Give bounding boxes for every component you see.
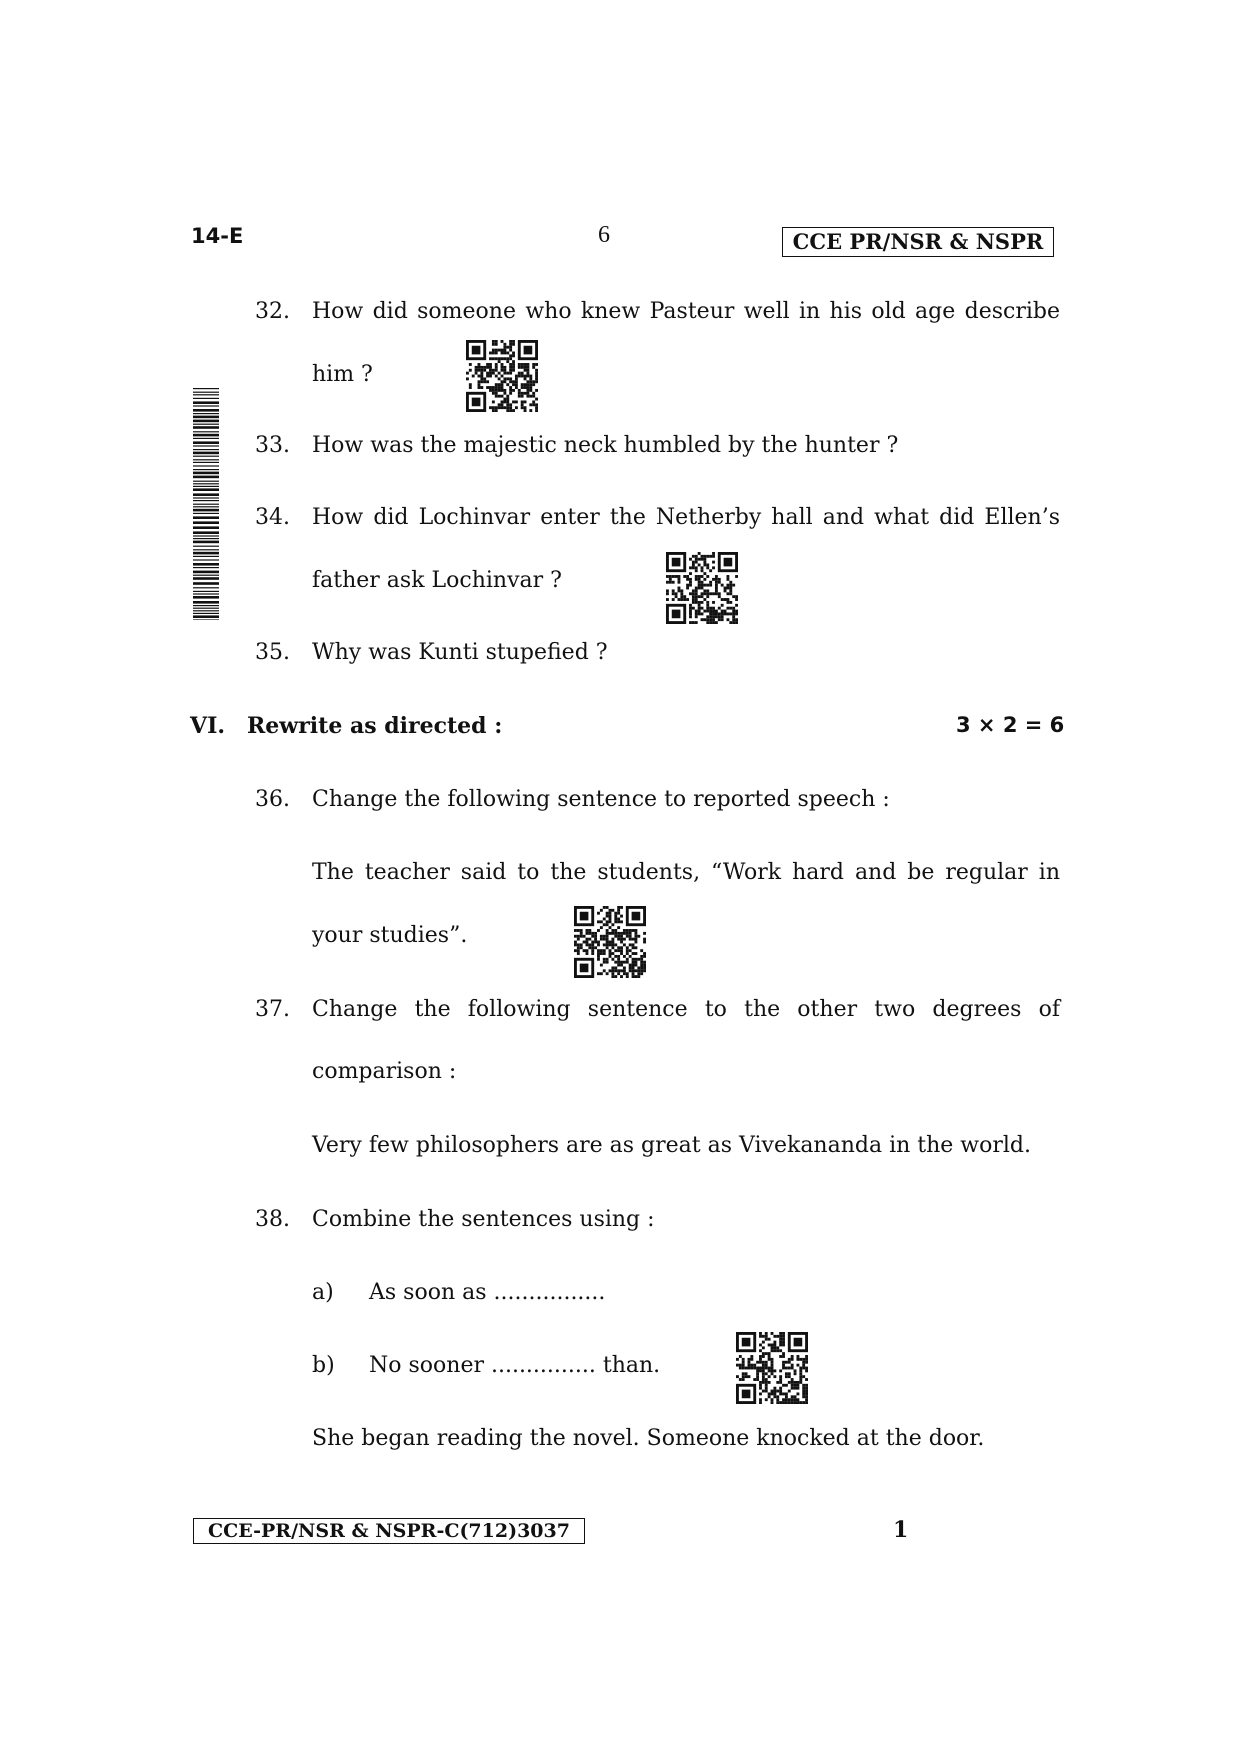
option-label: b) — [312, 1353, 335, 1378]
question-number: 34. — [255, 505, 290, 530]
question-text: Combine the sentences using : — [312, 1207, 655, 1232]
question-text: Why was Kunti stupefied ? — [312, 640, 608, 665]
question-number: 37. — [255, 997, 290, 1022]
section-roman: VI. — [190, 713, 226, 739]
question-number: 36. — [255, 787, 290, 812]
section-title: Rewrite as directed : — [247, 713, 503, 739]
footer-code-box: CCE-PR/NSR & NSPR-C(712)3037 — [193, 1518, 585, 1544]
qr-code-icon — [666, 552, 738, 624]
question-number: 33. — [255, 433, 290, 458]
sentence-text: Very few philosophers are as great as Vivekananda in the world. — [312, 1133, 1032, 1158]
page-number: 6 — [598, 222, 610, 248]
section-marks: 3 × 2 = 6 — [956, 713, 1065, 737]
barcode-icon — [193, 388, 219, 620]
question-text: How did Lochinvar enter the Netherby hall and what did Ellen’s — [312, 505, 1060, 530]
sentence-text: your studies”. — [312, 923, 468, 948]
question-text: him ? — [312, 362, 373, 387]
qr-code-icon — [736, 1332, 808, 1404]
question-number: 38. — [255, 1207, 290, 1232]
option-text: As soon as ................ — [369, 1280, 606, 1305]
paper-code: 14-E — [191, 224, 244, 248]
question-number: 32. — [255, 299, 290, 324]
sheet-number: 1 — [893, 1517, 909, 1543]
question-text: father ask Lochinvar ? — [312, 568, 562, 593]
qr-code-icon — [574, 906, 646, 978]
series-box: CCE PR/NSR & NSPR — [782, 227, 1054, 257]
question-text: Change the following sentence to the other two degrees of — [312, 997, 1060, 1022]
option-text: No sooner ............... than. — [369, 1353, 661, 1378]
question-number: 35. — [255, 640, 290, 665]
qr-code-icon — [466, 340, 538, 412]
sentence-text: She began reading the novel. Someone knocked at the door. — [312, 1426, 985, 1451]
question-text: comparison : — [312, 1059, 457, 1084]
question-text: How was the majestic neck humbled by the hunter ? — [312, 433, 899, 458]
question-text: Change the following sentence to reported speech : — [312, 787, 890, 812]
question-text: How did someone who knew Pasteur well in his old age describe — [312, 299, 1060, 324]
sentence-text: The teacher said to the students, “Work hard and be regular in — [312, 860, 1060, 885]
option-label: a) — [312, 1280, 334, 1305]
